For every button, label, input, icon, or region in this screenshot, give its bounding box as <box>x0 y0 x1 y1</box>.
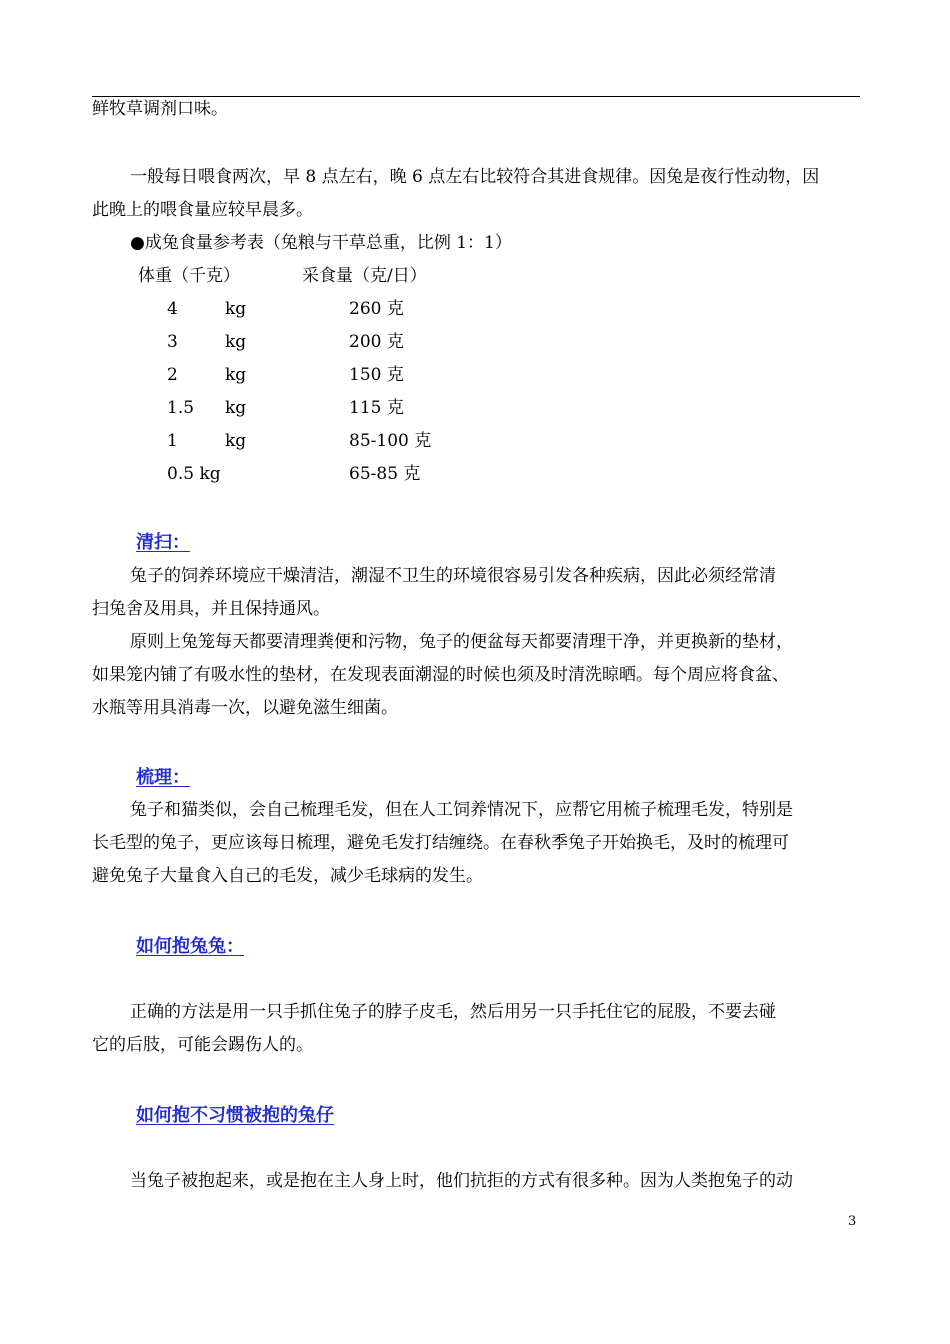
table-cell-unit: kg <box>225 332 247 352</box>
table-cell-intake: 260 克 <box>349 299 404 319</box>
table-cell-weight: 1.5 <box>167 398 195 418</box>
grooming-line-2: 长毛型的兔子，更应该每日梳理，避免毛发打结缠绕。在春秋季兔子开始换毛，及时的梳理可 <box>92 833 789 853</box>
grooming-heading[interactable]: 梳理： <box>136 767 190 788</box>
cleaning-para2-line-1: 原则上兔笼每天都要清理粪便和污物，兔子的便盆每天都要清理干净，并更换新的垫材， <box>130 632 793 652</box>
table-cell-weight: 2 <box>167 365 178 385</box>
cleaning-para1-line-2: 扫兔舍及用具，并且保持通风。 <box>92 599 330 619</box>
holding-line-1: 正确的方法是用一只手抓住兔子的脖子皮毛，然后用另一只手托住它的屁股，不要去碰 <box>130 1002 776 1022</box>
holding-line-2: 它的后肢，可能会踢伤人的。 <box>92 1035 313 1055</box>
table-cell-intake: 200 克 <box>349 332 404 352</box>
table-header-intake: 采食量（克/日） <box>302 266 427 286</box>
table-cell-intake: 150 克 <box>349 365 404 385</box>
table-cell-weight: 4 <box>167 299 178 319</box>
table-cell-unit: kg <box>225 398 247 418</box>
table-cell-intake: 115 克 <box>349 398 404 418</box>
table-cell-weight: 3 <box>167 332 178 352</box>
table-cell-weight: 1 <box>167 431 178 451</box>
unused-holding-line-1: 当兔子被抱起来，或是抱在主人身上时，他们抗拒的方式有很多种。因为人类抱兔子的动 <box>130 1171 793 1191</box>
grooming-line-1: 兔子和猫类似，会自己梳理毛发，但在人工饲养情况下，应帮它用梳子梳理毛发，特别是 <box>130 800 793 820</box>
page-number: 3 <box>848 1214 857 1229</box>
feeding-para-line-1: 一般每日喂食两次，早 8 点左右，晚 6 点左右比较符合其进食规律。因兔是夜行性动物，因 <box>130 167 820 187</box>
grooming-line-3: 避免兔子大量食入自己的毛发，减少毛球病的发生。 <box>92 866 483 886</box>
holding-heading[interactable]: 如何抱兔兔： <box>136 936 244 957</box>
table-cell-unit: kg <box>225 431 247 451</box>
cleaning-para1-line-1: 兔子的饲养环境应干燥清洁，潮湿不卫生的环境很容易引发各种疾病，因此必须经常清 <box>130 566 776 586</box>
cleaning-heading[interactable]: 清扫： <box>136 532 190 553</box>
table-cell-unit: kg <box>225 365 247 385</box>
feeding-para-line-2: 此晚上的喂食量应较早晨多。 <box>92 200 313 220</box>
table-cell-unit: kg <box>225 299 247 319</box>
table-header-weight: 体重（千克） <box>138 266 240 286</box>
table-cell-weight: 0.5 kg <box>167 464 221 484</box>
cleaning-para2-line-3: 水瓶等用具消毒一次，以避免滋生细菌。 <box>92 698 398 718</box>
table-cell-intake: 65-85 克 <box>349 464 421 484</box>
header-rule <box>92 96 860 97</box>
unused-holding-heading[interactable]: 如何抱不习惯被抱的兔仔 <box>136 1105 334 1126</box>
intro-continuation: 鲜牧草调剂口味。 <box>92 99 228 119</box>
table-title: ●成兔食量参考表（兔粮与干草总重，比例 1：1） <box>130 233 512 253</box>
table-cell-intake: 85-100 克 <box>349 431 432 451</box>
cleaning-para2-line-2: 如果笼内铺了有吸水性的垫材，在发现表面潮湿的时候也须及时清洗晾晒。每个周应将食盆、 <box>92 665 789 685</box>
